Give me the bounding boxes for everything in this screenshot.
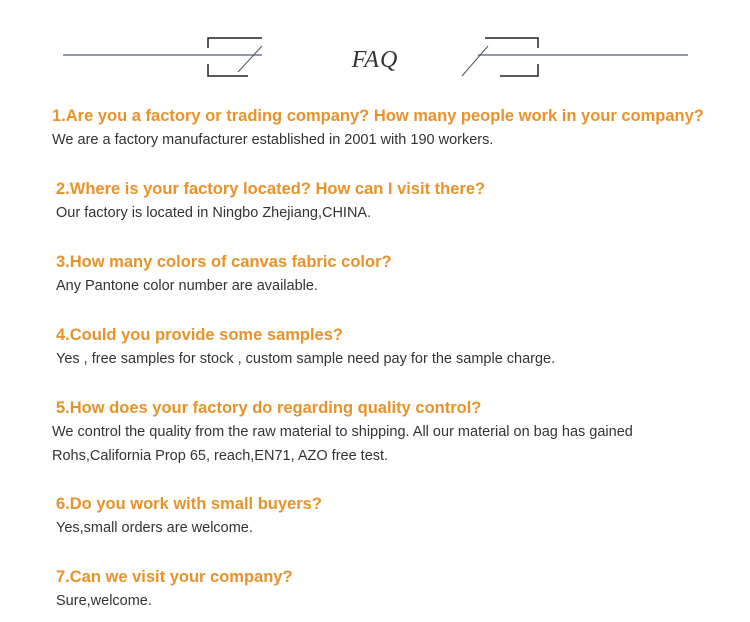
- faq-answer: Sure,welcome.: [56, 593, 152, 609]
- faq-question: 3.How many colors of canvas fabric color?: [56, 253, 392, 271]
- faq-question: 4.Could you provide some samples?: [56, 326, 343, 344]
- faq-answer: Our factory is located in Ningbo Zhejiang,CHINA.: [56, 205, 372, 221]
- faq-answer: We control the quality from the raw material to shipping. All our material on bag has gained: [52, 424, 633, 440]
- faq-answer: Any Pantone color number are available.: [56, 278, 318, 294]
- faq-answer: Yes , free samples for stock , custom sample need pay for the sample charge.: [56, 351, 556, 367]
- faq-question: 6.Do you work with small buyers?: [56, 495, 322, 513]
- faq-question: 5.How does your factory do regarding quality control?: [56, 399, 482, 417]
- faq-question: 2.Where is your factory located? How can I visit there?: [56, 180, 486, 198]
- faq-answer-continued: Rohs,California Prop 65, reach,EN71, AZO free test.: [52, 448, 389, 464]
- faq-answer: Yes,small orders are welcome.: [56, 520, 253, 536]
- faq-title: FAQ: [351, 47, 399, 73]
- faq-question: 1.Are you a factory or trading company? How many people work in your company?: [52, 107, 704, 125]
- faq-answer: We are a factory manufacturer established in 2001 with 190 workers.: [52, 132, 494, 148]
- faq-question: 7.Can we visit your company?: [56, 568, 293, 586]
